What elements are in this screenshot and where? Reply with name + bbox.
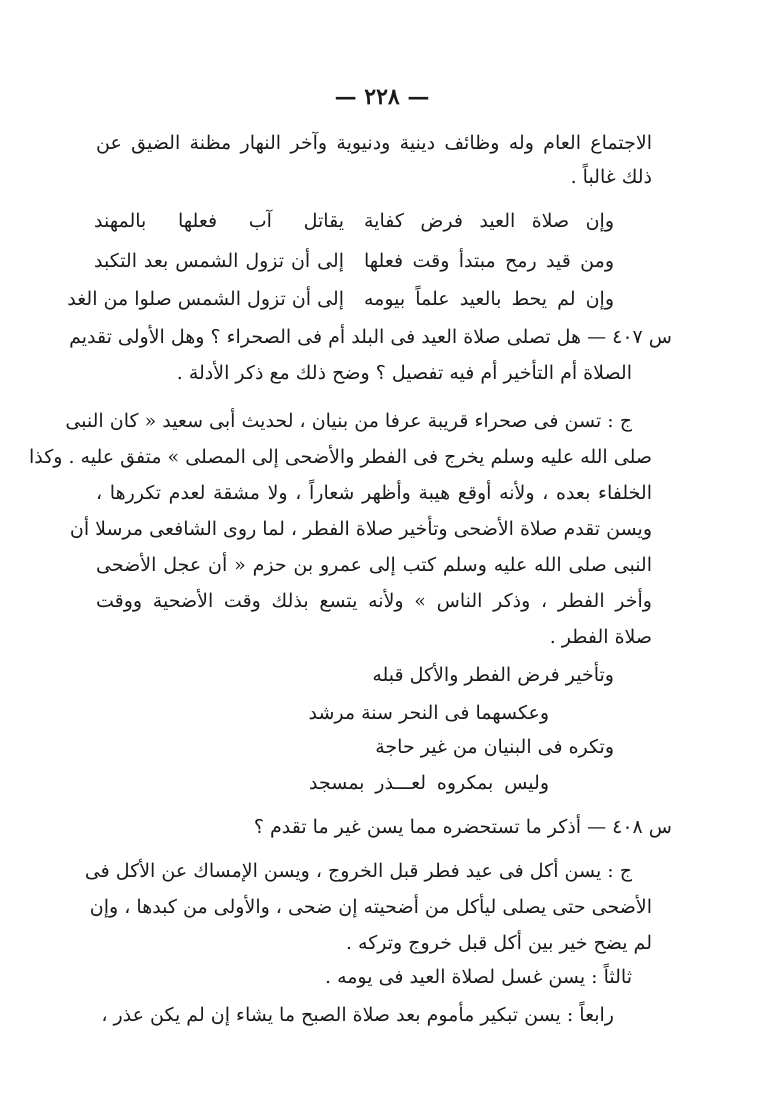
answer-line: رابعاً : يسن تبكير مأموم بعد صلاة الصبح ما يشاء إن لم يكن عذر ، [101,1004,614,1026]
answer-line: النبى صلى الله عليه وسلم كتب إلى عمرو بن حزم « أن عجل الأضحى [96,554,652,576]
answer-line: صلاة الفطر . [549,626,652,648]
paragraph-line: الاجتماع العام وله وظائف دينية ودنيوية وآخر النهار مظنة الضيق عن [96,132,652,154]
verse-second-hemistich: يقاتل آب فعلها بالمهند [94,210,344,232]
answer-line: ج : يسن أكل فى عيد فطر قبل الخروج ، ويسن الإمساك عن الأكل فى [84,860,632,882]
answer-line: ج : تسن فى صحراء قريبة عرفا من بنيان ، لحديث أبى سعيد « كان النبى [65,410,632,432]
verse-second-hemistich: إلى أن تزول الشمس صلوا من الغد [67,288,344,310]
answer-line: صلى الله عليه وسلم يخرج فى الفطر والأضحى إلى المصلى » متفق عليه . وكذا [28,446,652,468]
question-line: س ٤٠٨ — أذكر ما تستحضره مما يسن غير ما تقدم ؟ [253,816,672,838]
verse-line: وليس بمكروه لعـــذر بمسجد [309,772,549,794]
paragraph-line: ذلك غالباً . [570,166,652,188]
verse-line: وتأخير فرض الفطر والأكل قبله [372,664,614,686]
verse-second-hemistich: إلى أن تزول الشمس بعد التكبد [94,250,344,272]
answer-line: ثالثاً : يسن غسل لصلاة العيد فى يومه . [324,966,632,988]
verse-first-hemistich: ومن قيد رمح مبتدأ وقت فعلها [364,250,614,272]
question-line: س ٤٠٧ — هل تصلى صلاة العيد فى البلد أم فى الصحراء ؟ وهل الأولى تقديم [69,326,672,348]
answer-line: لم يضح خير بين أكل قبل خروج وتركه . [345,932,652,954]
verse-line: وتكره فى البنيان من غير حاجة [375,736,614,758]
answer-line: ويسن تقدم صلاة الأضحى وتأخير صلاة الفطر ، لما روى الشافعى مرسلا أن [69,518,652,540]
answer-line: الخلفاء بعده ، ولأنه أوقع هيبة وأظهر شعاراً ، ولا مشقة لعدم تكررها ، [96,482,652,504]
page-number: — ٢٢٨ — [334,84,430,110]
verse-line: وعكسهما فى النحر سنة مرشد [308,702,549,724]
answer-line: وأخر الفطر ، وذكر الناس » ولأنه يتسع بذلك وقت الأضحية ووقت [96,590,652,612]
verse-first-hemistich: وإن لم يحط بالعيد علماً بيومه [364,288,614,310]
verse-first-hemistich: وإن صلاة العيد فرض كفاية [364,210,614,232]
answer-line: الأضحى حتى يصلى ليأكل من أضحيته إن ضحى ، والأولى من كبدها ، وإن [89,896,652,918]
question-line: الصلاة أم التأخير أم فيه تفصيل ؟ وضح ذلك مع ذكر الأدلة . [176,362,632,384]
